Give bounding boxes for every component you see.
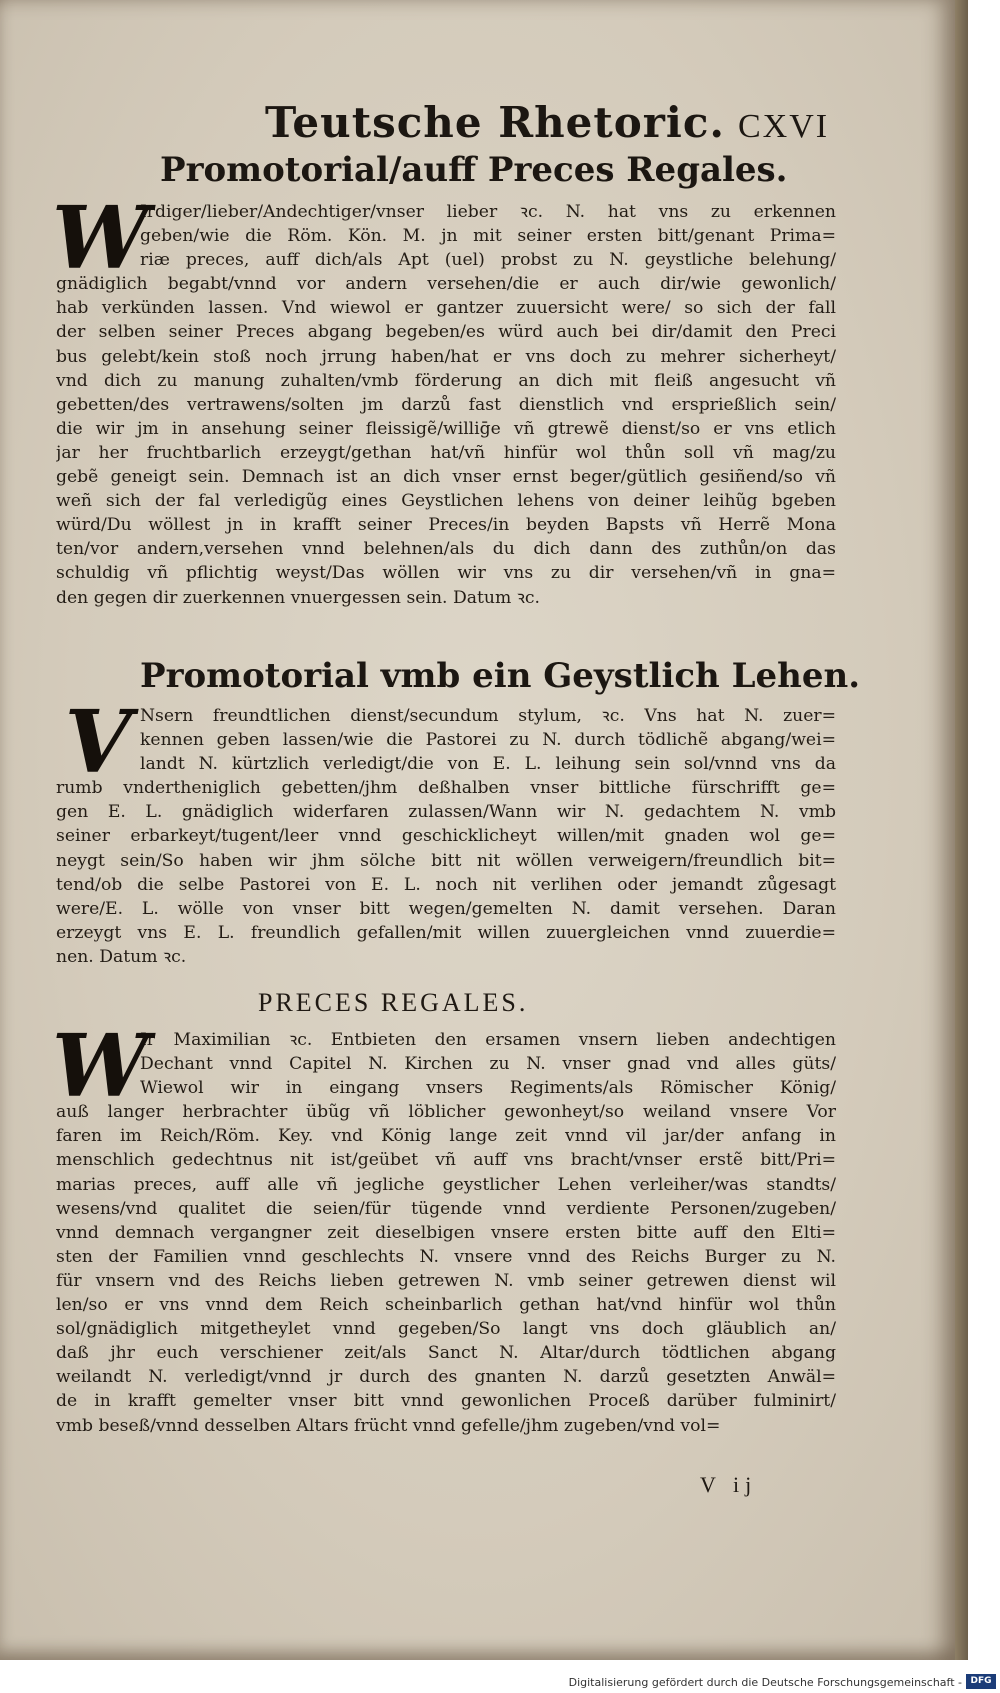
section-heading-3: PRECES REGALES. bbox=[258, 988, 529, 1017]
drop-cap-initial: W bbox=[52, 1016, 149, 1117]
page-edge bbox=[955, 0, 968, 1660]
text-line: marias preces, auff alle vñ jegliche geystlicher Lehen verleiher/was standts/ bbox=[56, 1174, 836, 1195]
section-heading-2: Promotorial vmb ein Geystlich Lehen. bbox=[140, 656, 861, 696]
text-line: bus gelebt/kein stoß noch jrrung haben/hat er vns doch zu mehrer sicherheyt/ bbox=[56, 346, 836, 367]
footer bbox=[0, 1672, 1000, 1693]
running-header bbox=[0, 98, 955, 158]
text-line: landt N. kürtzlich verledigt/die von E. L. leihung sein sol/vnnd vns da bbox=[140, 754, 836, 775]
text-line: schuldig vñ pflichtig weyst/Das wöllen wir vns zu dir versehen/vñ in gna= bbox=[56, 563, 836, 584]
text-line: erzeygt vns E. L. freundlich gefallen/mit willen zuuergleichen vnnd zuuerdie= bbox=[56, 922, 836, 943]
text-line: tend/ob die selbe Pastorei von E. L. noch nit verlihen oder jemandt zůgesagt bbox=[56, 874, 836, 895]
text-line: gnädiglich begabt/vnnd vor andern versehen/die er auch dir/wie gewonlich/ bbox=[56, 274, 836, 295]
text-line: daß jhr euch verschiener zeit/als Sanct N. Altar/durch tödtlichen abgang bbox=[56, 1343, 836, 1364]
running-title: Teutsche Rhetoric. bbox=[265, 98, 726, 147]
text-line: Nsern freundtlichen dienst/secundum stylum, ꝛc. Vns hat N. zuer= bbox=[140, 706, 836, 726]
text-line: rumb vndertheniglich gebetten/jhm deßhalben vnser bittliche fürschrifft ge= bbox=[56, 778, 836, 799]
text-line: die wir jm in ansehung seiner fleissigẽ/williḡe vñ gtrewẽ dienst/so er vns etlich bbox=[56, 418, 836, 439]
page-number: CXVI bbox=[738, 108, 830, 145]
section-2-text bbox=[56, 692, 836, 969]
text-line: seiner erbarkeyt/tugent/leer vnnd geschicklicheyt willen/mit gnaden wol ge= bbox=[56, 826, 836, 847]
text-line: len/so er vns vnnd dem Reich scheinbarlich gethan hat/vnd hinfür wol thůn bbox=[56, 1295, 836, 1316]
text-line: geben/wie die Röm. Kön. M. jn mit seiner ersten bitt/genant Prima= bbox=[140, 226, 836, 247]
section-1-text bbox=[52, 188, 836, 610]
section-3-text bbox=[52, 1016, 836, 1438]
text-line: nen. Datum ꝛc. bbox=[56, 946, 187, 967]
text-line: ten/vor andern,versehen vnnd belehnen/als du dich dann des zuthůn/on das bbox=[56, 539, 836, 560]
text-line: sten der Familien vnnd geschlechts N. vnsere vnnd des Reichs Burger zu N. bbox=[56, 1246, 836, 1267]
text-line: Dechant vnnd Capitel N. Kirchen zu N. vnser gnad vnd alles güts/ bbox=[140, 1054, 836, 1075]
text-line: Wiewol wir in eingang vnsers Regiments/als Römischer König/ bbox=[140, 1078, 836, 1099]
text-line: vnd dich zu manung zuhalten/vmb förderung an dich mit fleiß angesucht vñ bbox=[56, 370, 836, 391]
signature-mark: V ij bbox=[700, 1472, 758, 1497]
text-line: für vnsern vnd des Reichs lieben getrewen N. vmb seiner getrewen dienst wil bbox=[56, 1270, 836, 1291]
text-line: riæ preces, auff dich/als Apt (uel) probst zu N. geystliche belehung/ bbox=[140, 250, 836, 271]
text-line: gen E. L. gnädiglich widerfaren zulassen/Wann wir N. gedachtem N. vmb bbox=[56, 802, 836, 823]
text-line: auß langer herbrachter übũg vñ löblicher gewonheyt/so weiland vnsere Vor bbox=[56, 1102, 836, 1123]
text-line: weñ sich der fal verledigũg eines Geystlichen lehens von deiner leihũg bgeben bbox=[56, 491, 836, 512]
text-line: kennen geben lassen/wie die Pastorei zu N. durch tödlichẽ abgang/wei= bbox=[140, 730, 836, 751]
text-line: sol/gnädiglich mitgetheylet vnnd gegeben/So langt vns doch gläublich an/ bbox=[56, 1319, 836, 1340]
text-line: neygt sein/So haben wir jhm sölche bitt nit wöllen verweigern/freundlich bit= bbox=[56, 850, 836, 871]
section-heading-1: Promotorial/auff Preces Regales. bbox=[160, 150, 788, 190]
text-line: der selben seiner Preces abgang begeben/es würd auch bei dir/damit den Preci bbox=[56, 322, 836, 343]
text-line: gebẽ geneigt sein. Demnach ist an dich vnser ernst beger/gütlich gesiñend/so vñ bbox=[56, 467, 836, 488]
text-line: vmb beseß/vnnd desselben Altars frücht vnnd gefelle/jhm zugeben/vnd vol= bbox=[56, 1415, 721, 1436]
text-line: jar her fruchtbarlich erzeygt/gethan hat/vñ hinfür wol thůn soll vñ mag/zu bbox=[56, 442, 836, 463]
text-line: Ir Maximilian ꝛc. Entbieten den ersamen vnsern lieben andechtigen bbox=[140, 1030, 836, 1050]
drop-cap-initial: V bbox=[64, 692, 132, 793]
text-line: hab verkünden lassen. Vnd wiewol er gantzer zuuersicht were/ so sich der fall bbox=[56, 298, 836, 319]
text-line: faren im Reich/Röm. Key. vnd König lange zeit vnnd vil jar/der anfang in bbox=[56, 1126, 836, 1147]
footer-credit: Digitalisierung gefördert durch die Deutsche Forschungsgemeinschaft - bbox=[568, 1676, 962, 1689]
text-line: Irdiger/lieber/Andechtiger/vnser lieber ꝛc. N. hat vns zu erkennen bbox=[140, 202, 836, 222]
text-line: menschlich gedechtnus nit ist/geübet vñ auff vns bracht/vnser erstẽ bitt/Pri= bbox=[56, 1150, 836, 1171]
drop-cap-initial: W bbox=[52, 188, 149, 289]
text-line: vnnd demnach vergangner zeit dieselbigen vnsere ersten bitte auff den Elti= bbox=[56, 1222, 836, 1243]
text-line: de in krafft gemelter vnser bitt vnnd gewonlichen Proceß darüber fulminirt/ bbox=[56, 1391, 836, 1412]
text-line: würd/Du wöllest jn in krafft seiner Preces/in beyden Bapsts vñ Herrẽ Mona bbox=[56, 515, 836, 536]
dfg-logo: DFG bbox=[966, 1674, 996, 1689]
text-line: wesens/vnd qualitet die seien/für tügende vnnd verdiente Personen/zugeben/ bbox=[56, 1198, 836, 1219]
text-line: den gegen dir zuerkennen vnuergessen sein. Datum ꝛc. bbox=[56, 587, 540, 608]
text-line: weilandt N. verledigt/vnnd jr durch des gnanten N. darzů gesetzten Anwäl= bbox=[56, 1367, 836, 1388]
text-line: gebetten/des vertrawens/solten jm darzů fast dienstlich vnd ersprießlich sein/ bbox=[56, 394, 836, 415]
text-line: were/E. L. wölle von vnser bitt wegen/gemelten N. damit versehen. Daran bbox=[56, 898, 836, 919]
